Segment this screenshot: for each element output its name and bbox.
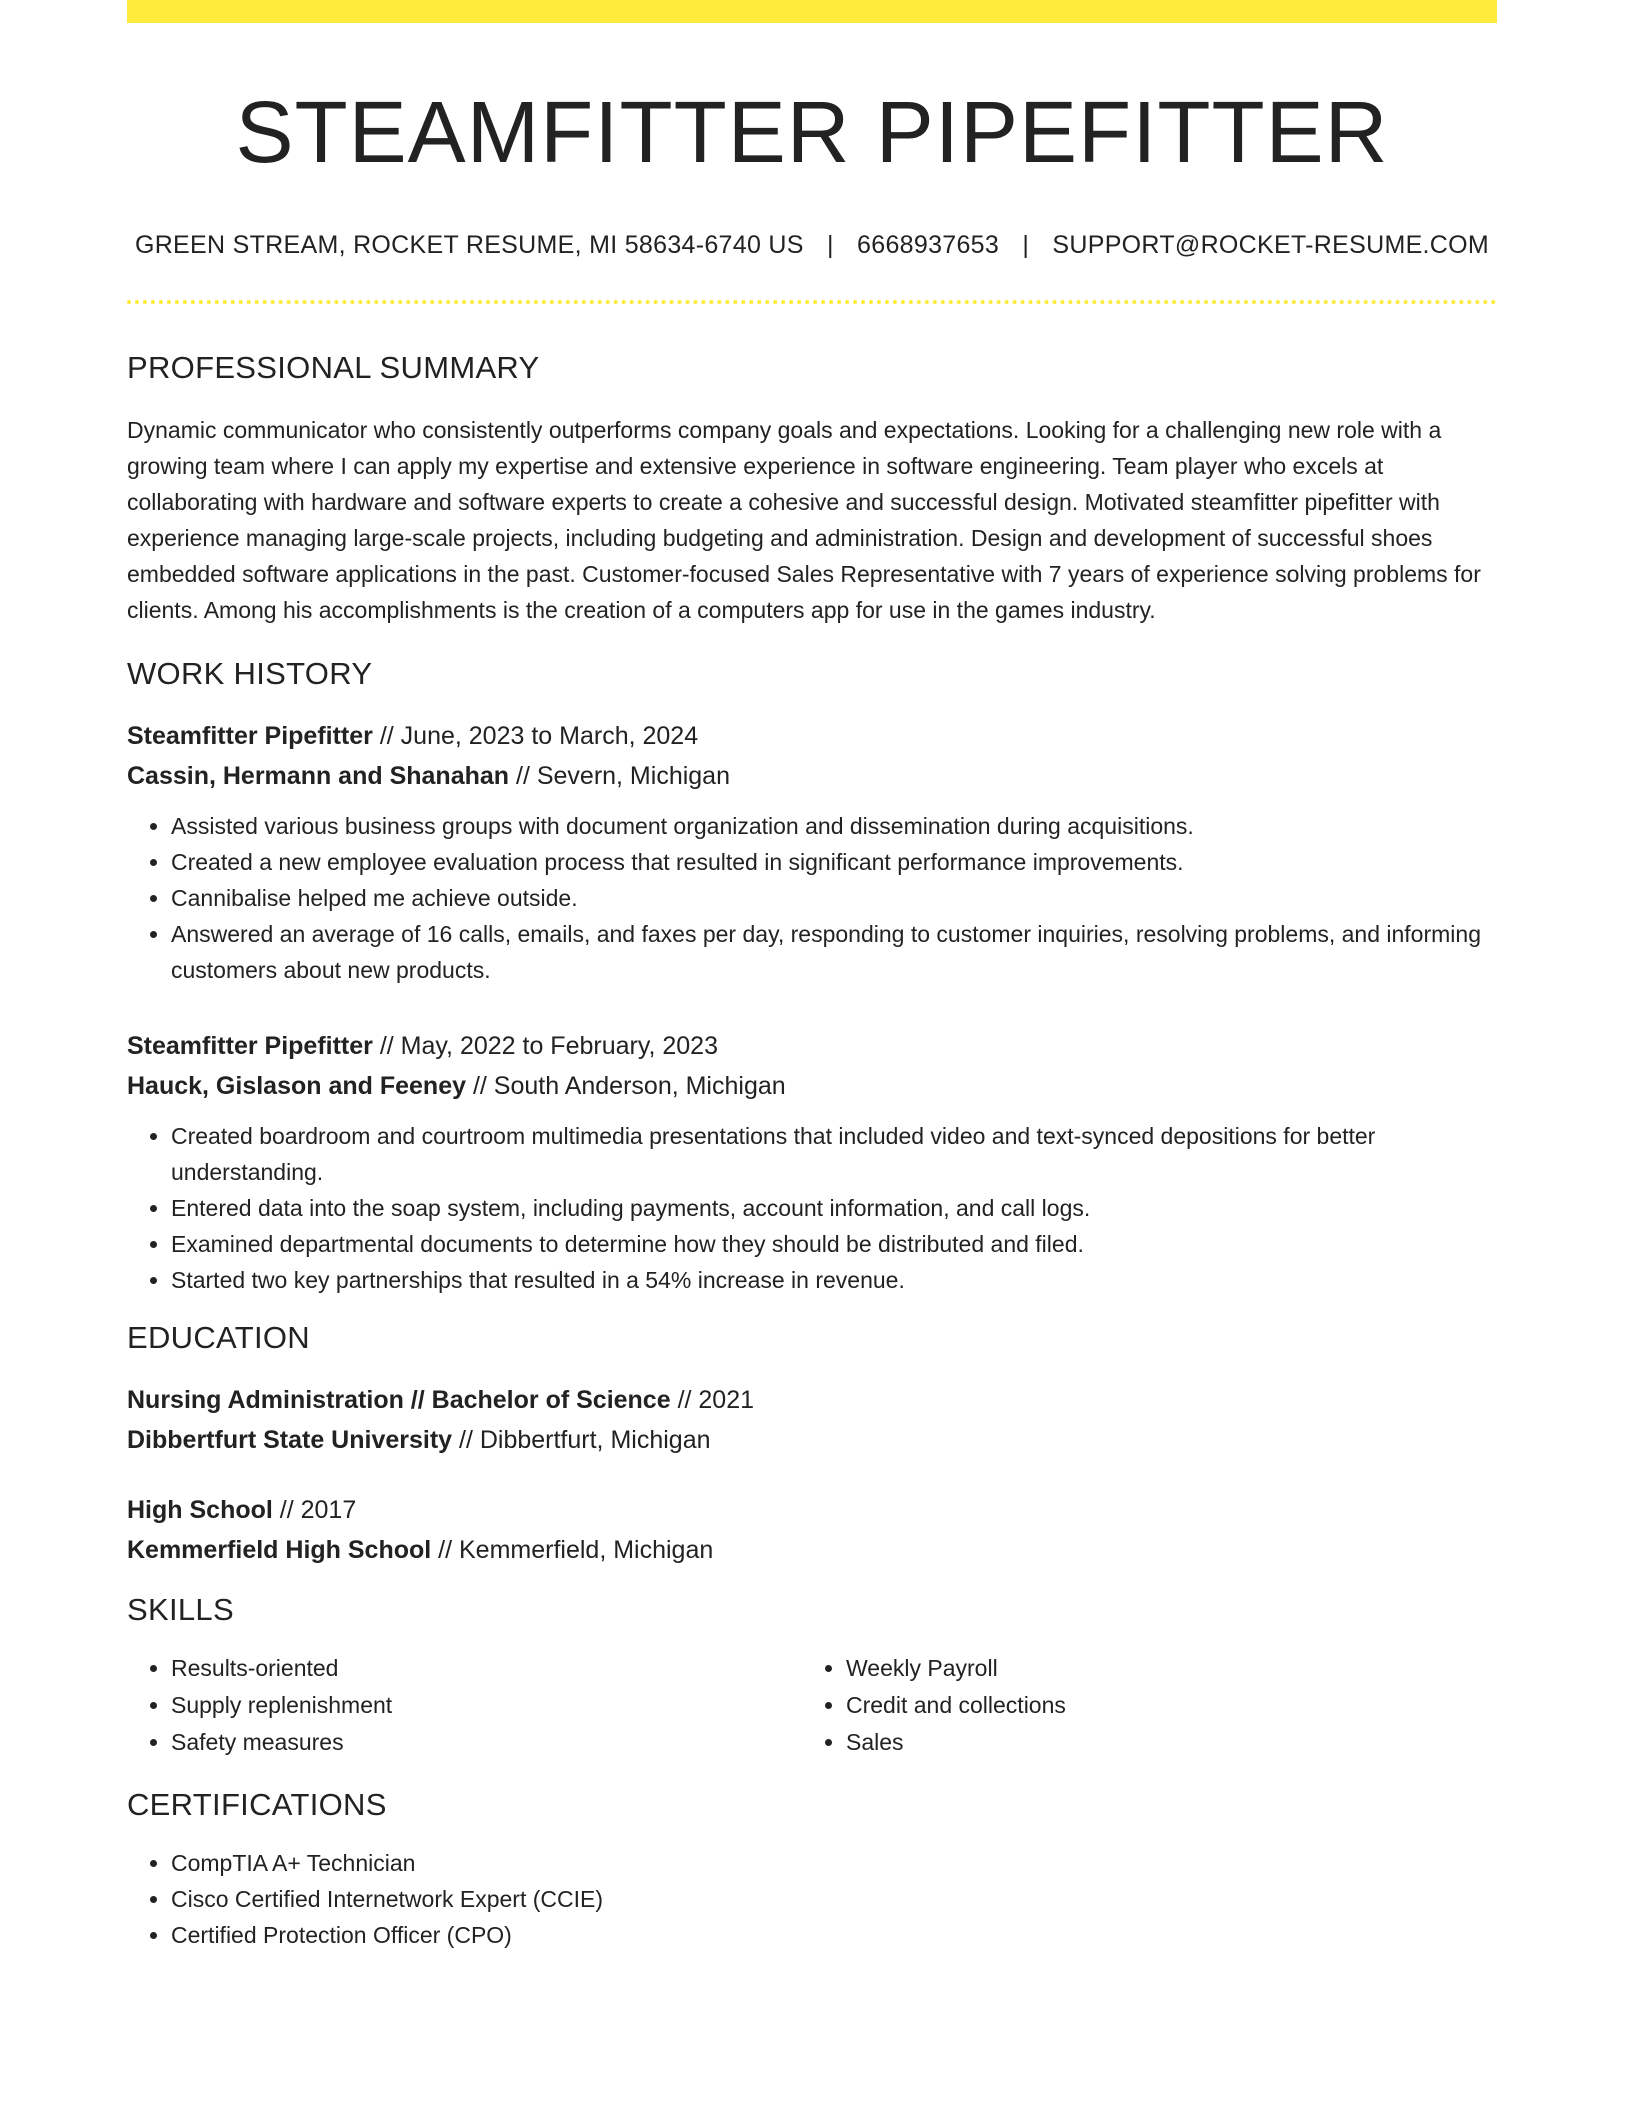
skills-list-left — [127, 1650, 802, 1761]
job-bullets — [127, 1118, 1497, 1298]
summary-text: Dynamic communicator who consistently outperforms company goals and expectations. Looking for a challenging new role with a growing team where I can apply my expertise and extensive experience in software engineering. Team player who excels at collaborating with hardware and software experts to create a cohesive and successful design. Motivated steamfitter pipefitter with experience managing large-scale projects, including budgeting and administration. Design and development of successful shoes embedded software applications in the past. Customer-focused Sales Representative with 7 years of experience solving problems for clients. Among his accomplishments is the creation of a computers app for use in the games industry. — [127, 417, 1481, 624]
job-title-line — [127, 1026, 1497, 1066]
resume-page — [127, 0, 1497, 1953]
job-title-line — [127, 716, 1497, 756]
certification-item: • Certified Protection Officer (CPO) — [171, 1917, 1497, 1953]
skills-list-right — [802, 1650, 1477, 1761]
job-bullet: • Examined departmental documents to determine how they should be distributed and filed. — [171, 1226, 1497, 1262]
education-heading: EDUCATION — [127, 1320, 310, 1356]
education-entry — [127, 1380, 1497, 1460]
job-company-line — [127, 1066, 1497, 1106]
job-dates: // May, 2022 to February, 2023 — [372, 1032, 718, 1061]
job-dates: // June, 2023 to March, 2024 — [372, 722, 699, 751]
certification-item: • Cisco Certified Internetwork Expert (CCIE) — [171, 1881, 1497, 1917]
skill-item: • Safety measures — [171, 1724, 802, 1761]
education-school-line — [127, 1420, 1497, 1460]
job-company: Hauck, Gislason and Feeney — [127, 1072, 467, 1101]
education-degree: Nursing Administration // Bachelor of Science — [127, 1386, 671, 1415]
education-school: Dibbertfurt State University — [127, 1426, 453, 1455]
skill-item: • Sales — [846, 1724, 1477, 1761]
job-company: Cassin, Hermann and Shanahan — [127, 762, 510, 791]
job-bullet: • Started two key partnerships that resulted in a 54% increase in revenue. — [171, 1262, 1497, 1298]
contact-separator: | — [827, 231, 834, 260]
education-year: // 2021 — [670, 1386, 755, 1415]
education-entry — [127, 1490, 1497, 1570]
header-divider — [127, 300, 1497, 304]
skill-item: • Results-oriented — [171, 1650, 802, 1687]
job-bullet: • Assisted various business groups with document organization and dissemination during acquisitions. — [171, 808, 1497, 844]
skills-columns — [127, 1650, 1497, 1761]
skill-item: • Weekly Payroll — [846, 1650, 1477, 1687]
job-bullets — [127, 808, 1497, 988]
education-degree-line — [127, 1380, 1497, 1420]
job-role: Steamfitter Pipefitter — [127, 1032, 373, 1061]
education-degree-line — [127, 1490, 1497, 1530]
job-location: // South Anderson, Michigan — [466, 1072, 786, 1101]
accent-top-bar — [127, 0, 1497, 23]
job-bullet: • Cannibalise helped me achieve outside. — [171, 880, 1497, 916]
contact-line — [127, 231, 1497, 260]
summary-heading: PROFESSIONAL SUMMARY — [127, 350, 540, 386]
education-degree: High School — [127, 1496, 273, 1525]
job-bullet: • Answered an average of 16 calls, emails, and faxes per day, responding to customer inquiries, resolving problems, and informing customers about new products. — [171, 916, 1497, 988]
skill-item: • Supply replenishment — [171, 1687, 802, 1724]
work-history-heading: WORK HISTORY — [127, 656, 373, 692]
resume-name: STEAMFITTER PIPEFITTER — [235, 84, 1389, 181]
education-location: // Dibbertfurt, Michigan — [452, 1426, 711, 1455]
education-location: // Kemmerfield, Michigan — [431, 1536, 714, 1565]
job-entry — [127, 1026, 1497, 1298]
certification-item: • CompTIA A+ Technician — [171, 1845, 1497, 1881]
job-entry — [127, 716, 1497, 988]
contact-separator: | — [1022, 231, 1030, 260]
job-bullet: • Entered data into the soap system, including payments, account information, and call logs. — [171, 1190, 1497, 1226]
contact-email: SUPPORT@ROCKET-RESUME.COM — [1052, 231, 1490, 260]
certifications-heading: CERTIFICATIONS — [127, 1787, 387, 1823]
education-school-line — [127, 1530, 1497, 1570]
education-year: // 2017 — [272, 1496, 357, 1525]
skill-item: • Credit and collections — [846, 1687, 1477, 1724]
contact-address: GREEN STREAM, ROCKET RESUME, MI 58634-6740 US — [134, 231, 804, 260]
job-location: // Severn, Michigan — [509, 762, 730, 791]
job-role: Steamfitter Pipefitter — [127, 722, 373, 751]
certifications-list — [127, 1845, 1497, 1953]
education-school: Kemmerfield High School — [127, 1536, 432, 1565]
job-bullet: • Created a new employee evaluation process that resulted in significant performance improvements. — [171, 844, 1497, 880]
skills-heading: SKILLS — [127, 1592, 234, 1628]
contact-phone: 6668937653 — [857, 231, 1000, 260]
job-company-line — [127, 756, 1497, 796]
job-bullet: • Created boardroom and courtroom multimedia presentations that included video and text-synced depositions for better understanding. — [171, 1118, 1497, 1190]
